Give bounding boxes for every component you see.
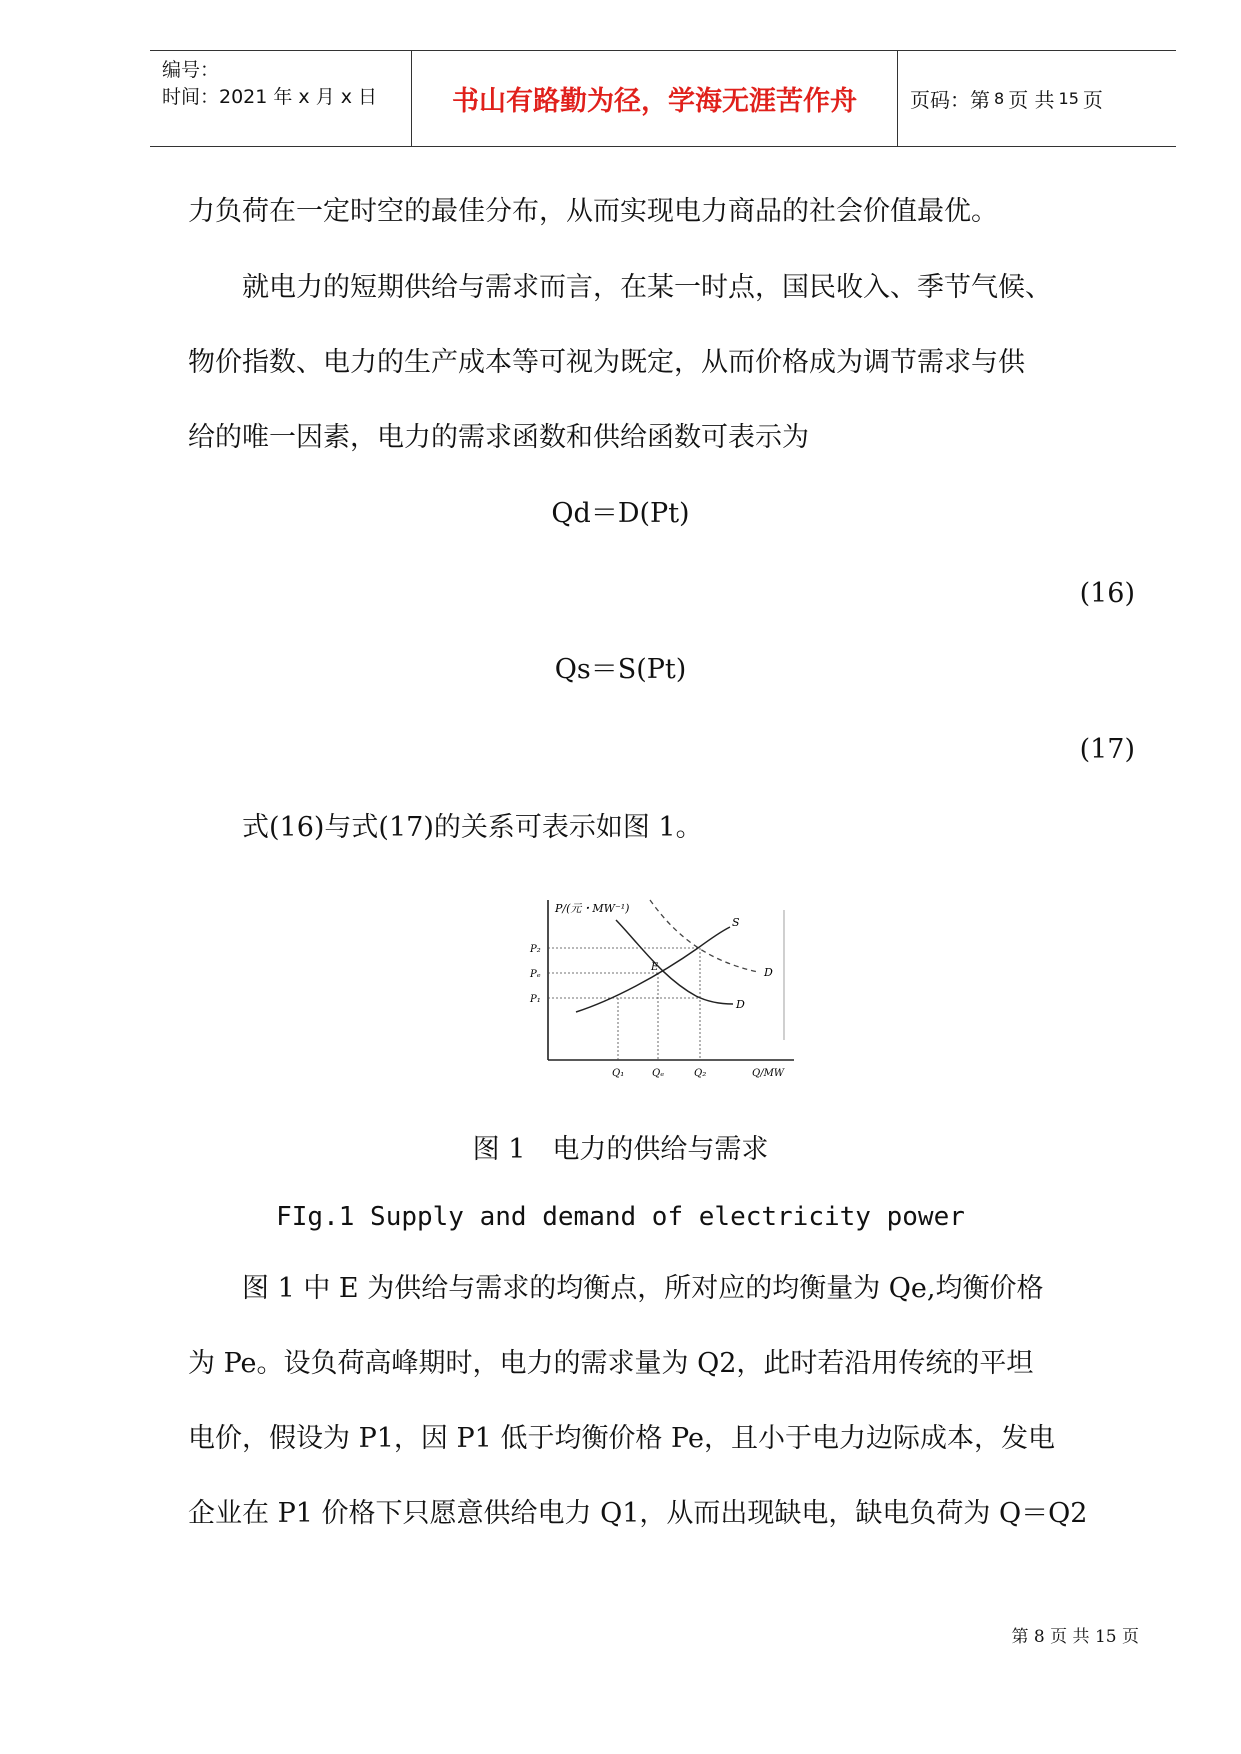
paragraph-3: 式(16)与式(17)的关系可表示如图 1。 <box>188 812 703 843</box>
equation-17-number: (17) <box>1079 734 1135 765</box>
supply-demand-figure <box>530 890 812 1086</box>
header-page-number <box>898 51 1176 146</box>
x-axis-label: Q/MW <box>752 1068 785 1079</box>
header-meta <box>150 51 412 146</box>
x-tick-q1: Q₁ <box>612 1068 625 1079</box>
page-total: 15 <box>1058 89 1079 108</box>
paragraph-2-line-2: 物价指数、电力的生产成本等可视为既定，从而价格成为调节需求与供 <box>188 347 1025 378</box>
time-label: 时间：2021 年 x 月 x 日 <box>162 86 378 108</box>
shifted-demand-label: D <box>764 966 773 979</box>
equation-16-number: (16) <box>1079 578 1135 609</box>
paragraph-4-line-2: 为 Pe。设负荷高峰期时，电力的需求量为 Q2，此时若沿用传统的平坦 <box>188 1348 1034 1379</box>
page-prefix: 页码：第 <box>910 88 990 112</box>
paragraph-4-line-4: 企业在 P1 价格下只愿意供给电力 Q1，从而出现缺电，缺电负荷为 Q＝Q2 <box>188 1498 1088 1529</box>
header-motto: 书山有路勤为径，学海无涯苦作舟 <box>412 51 898 146</box>
equilibrium-label: E <box>651 962 659 973</box>
demand-label: D <box>736 998 745 1011</box>
paragraph-4-line-1: 图 1 中 E 为供给与需求的均衡点，所对应的均衡量为 Qe,均衡价格 <box>188 1273 1044 1304</box>
x-tick-q2: Q₂ <box>694 1068 707 1079</box>
paragraph-2-line-1: 就电力的短期供给与需求而言，在某一时点，国民收入、季节气候、 <box>188 272 1052 303</box>
page-suffix: 页 <box>1082 88 1103 112</box>
paragraph-2-line-3: 给的唯一因素，电力的需求函数和供给函数可表示为 <box>188 422 809 453</box>
page-current: 8 <box>994 89 1005 108</box>
shifted-demand-curve <box>650 900 758 972</box>
equation-16: Qd＝D(Pt) <box>551 498 690 529</box>
page-footer: 第 8 页 共 15 页 <box>1011 1627 1139 1647</box>
paragraph-1: 力负荷在一定时空的最佳分布，从而实现电力商品的社会价值最优。 <box>188 196 998 227</box>
paragraph-4-line-3: 电价，假设为 P1，因 P1 低于均衡价格 Pe，且小于电力边际成本，发电 <box>188 1423 1055 1454</box>
figure-caption-zh: 图 1 电力的供给与需求 <box>472 1134 769 1165</box>
demand-curve <box>616 920 733 1004</box>
equation-17: Qs＝S(Pt) <box>554 654 687 685</box>
x-tick-qe: Qₑ <box>652 1068 665 1079</box>
y-tick-p2: P₂ <box>530 944 541 955</box>
y-axis-label: P/(元・MW⁻¹) <box>555 902 630 915</box>
y-tick-p1: P₁ <box>530 994 541 1005</box>
figure-caption-en: FIg.1 Supply and demand of electricity power <box>276 1202 965 1232</box>
header-table <box>150 50 1176 147</box>
y-tick-pe: Pₑ <box>530 969 541 980</box>
supply-label: S <box>732 916 740 929</box>
page-mid: 页 共 <box>1008 88 1055 112</box>
serial-label: 编号： <box>162 59 220 81</box>
